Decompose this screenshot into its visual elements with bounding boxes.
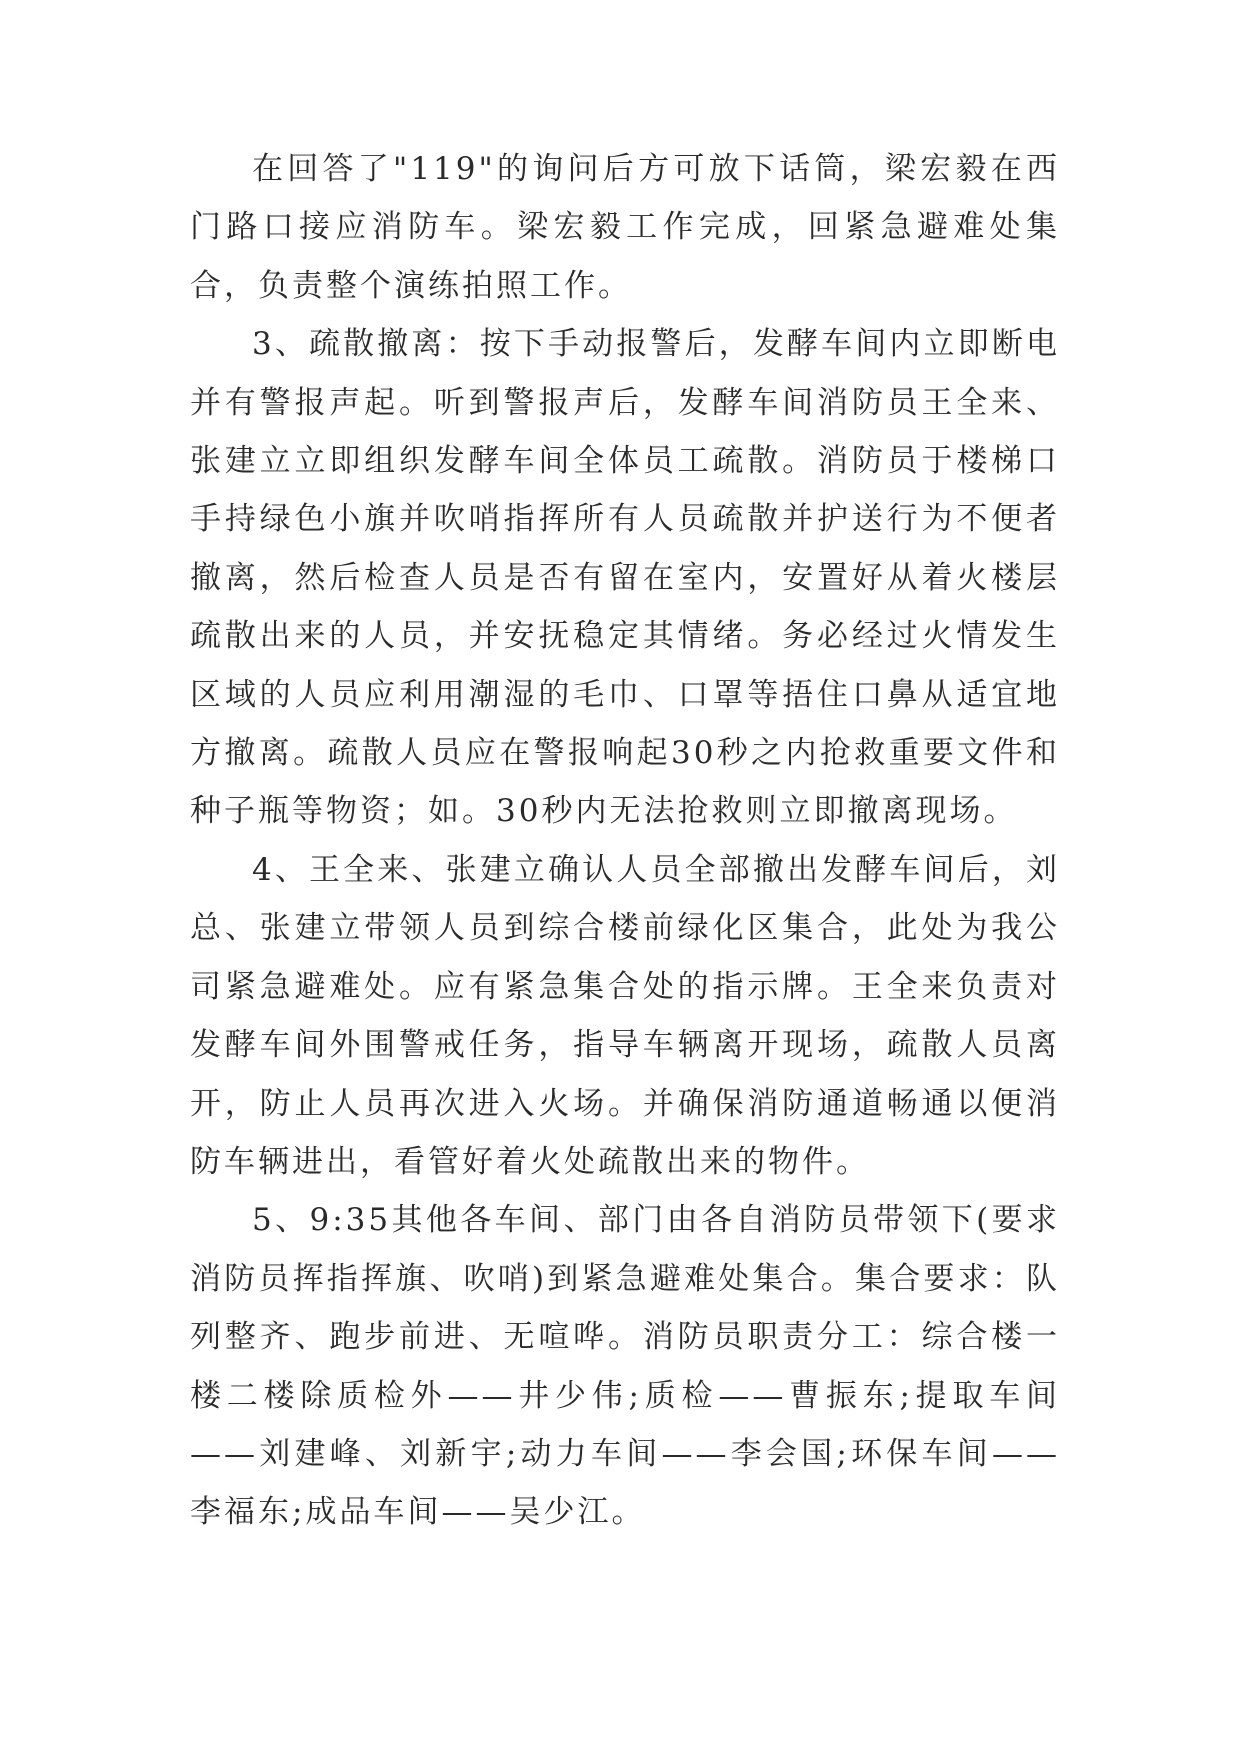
paragraph-evacuation: 3、疏散撤离：按下手动报警后，发酵车间内立即断电并有警报声起。听到警报声后，发酵车间消防员王全来、张建立立即组织发酵车间全体员工疏散。消防员于楼梯口手持绿色小旗并吹哨指挥所有人员疏散并护送行为不便者撤离，然后检查人员是否有留在室内，安置好从着火楼层疏散出来的人员，并安抚稳定其情绪。务必经过火情发生区域的人员应利用潮湿的毛巾、口罩等捂住口鼻从适宜地方撤离。疏散人员应在警报响起30秒之内抢救重要文件和种子瓶等物资；如。30秒内无法抢救则立即撤离现场。 (190, 326, 1060, 830)
paragraph-assembly: 4、王全来、张建立确认人员全部撤出发酵车间后，刘总、张建立带领人员到综合楼前绿化区集合，此处为我公司紧急避难处。应有紧急集合处的指示牌。王全来负责对发酵车间外围警戒任务，指导车辆离开现场，疏散人员离开，防止人员再次进入火场。并确保消防通道畅通以便消防车辆进出，看管好着火处疏散出来的物件。 (190, 851, 1060, 1180)
paragraph-departments: 5、9:35其他各车间、部门由各自消防员带领下(要求消防员挥指挥旗、吹哨)到紧急避难处集合。集合要求：队列整齐、跑步前进、无喧哗。消防员职责分工：综合楼一楼二楼除质检外——井少伟;质检——曹振东;提取车间——刘建峰、刘新宇;动力车间——李会国;环保车间——李福东;成品车间——吴少江。 (190, 1202, 1060, 1531)
paragraph-fire-call: 在回答了"119"的询问后方可放下话筒，梁宏毅在西门路口接应消防车。梁宏毅工作完成，回紧急避难处集合，负责整个演练拍照工作。 (190, 151, 1060, 304)
document-body (190, 140, 1060, 1542)
